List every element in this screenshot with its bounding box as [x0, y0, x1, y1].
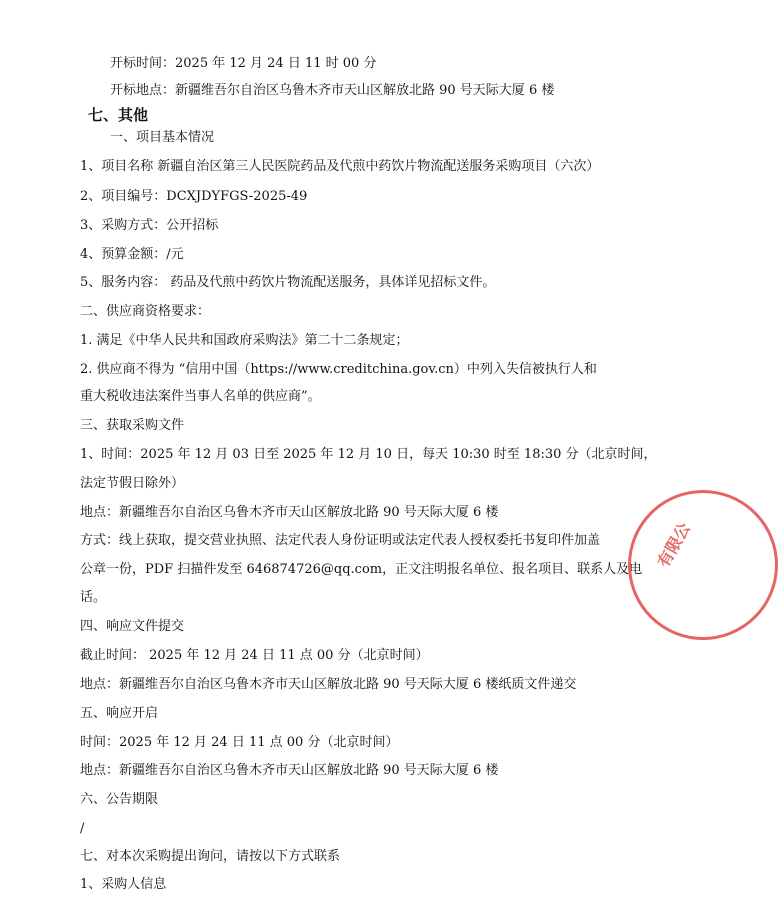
supplier-qualification-title: 二、供应商资格要求：	[80, 304, 211, 319]
get-documents-way: 方式：线上获取，提交营业执照、法定代表人身份证明或法定代表人授权委托书复印件加盖	[80, 533, 601, 548]
open-time: 开标时间：2025 年 12 月 24 日 11 时 00 分	[110, 56, 377, 71]
buyer-info-title: 1、采购人信息	[80, 877, 167, 892]
procurement-method: 3、采购方式：公开招标	[80, 218, 219, 233]
project-name: 1、项目名称 新疆自治区第三人民医院药品及代煎中药饮片物流配送服务采购项目（六次）	[80, 159, 600, 174]
open-place: 开标地点：新疆维吾尔自治区乌鲁木齐市天山区解放北路 90 号天际大厦 6 楼	[110, 83, 555, 98]
budget-amount: 4、预算金额：/元	[80, 247, 184, 262]
red-seal-stamp	[628, 490, 778, 640]
response-open-title: 五、响应开启	[80, 706, 159, 721]
get-documents-title: 三、获取采购文件	[80, 418, 185, 433]
response-open-time: 时间：2025 年 12 月 24 日 11 点 00 分（北京时间）	[80, 735, 399, 750]
seal-text: 有限公	[653, 519, 695, 571]
notice-period-value: /	[80, 821, 85, 836]
project-number: 2、项目编号：DCXJDYFGS-2025-49	[80, 189, 308, 204]
qualification-2-cont: 重大税收违法案件当事人名单的供应商”。	[80, 389, 321, 404]
get-documents-time-cont: 法定节假日除外）	[80, 476, 185, 491]
response-open-place: 地点：新疆维吾尔自治区乌鲁木齐市天山区解放北路 90 号天际大厦 6 楼	[80, 763, 499, 778]
service-content: 5、服务内容： 药品及代煎中药饮片物流配送服务，具体详见招标文件。	[80, 275, 496, 290]
response-place: 地点：新疆维吾尔自治区乌鲁木齐市天山区解放北路 90 号天际大厦 6 楼纸质文件递交	[80, 677, 577, 692]
response-deadline: 截止时间： 2025 年 12 月 24 日 11 点 00 分（北京时间）	[80, 648, 429, 663]
section-heading-other: 七、其他	[88, 106, 149, 124]
qualification-1: 1. 满足《中华人民共和国政府采购法》第二十二条规定；	[80, 333, 409, 348]
basic-info-title: 一、项目基本情况	[110, 130, 215, 145]
get-documents-place: 地点：新疆维吾尔自治区乌鲁木齐市天山区解放北路 90 号天际大厦 6 楼	[80, 505, 499, 520]
get-documents-way-end: 话。	[80, 590, 107, 605]
get-documents-time: 1、时间：2025 年 12 月 03 日至 2025 年 12 月 10 日，每天 10:30 时至 18:30 分（北京时间，	[80, 447, 657, 462]
response-submit-title: 四、响应文件提交	[80, 619, 185, 634]
notice-period-title: 六、公告期限	[80, 792, 159, 807]
qualification-2: 2. 供应商不得为 “信用中国（https://www.creditchina.gov.cn）中列入失信被执行人和	[80, 362, 597, 377]
contact-title: 七、对本次采购提出询问，请按以下方式联系	[80, 849, 341, 864]
get-documents-way-cont: 公章一份，PDF 扫描件发至 646874726@qq.com，正文注明报名单位、报名项目、联系人及电	[80, 562, 643, 577]
